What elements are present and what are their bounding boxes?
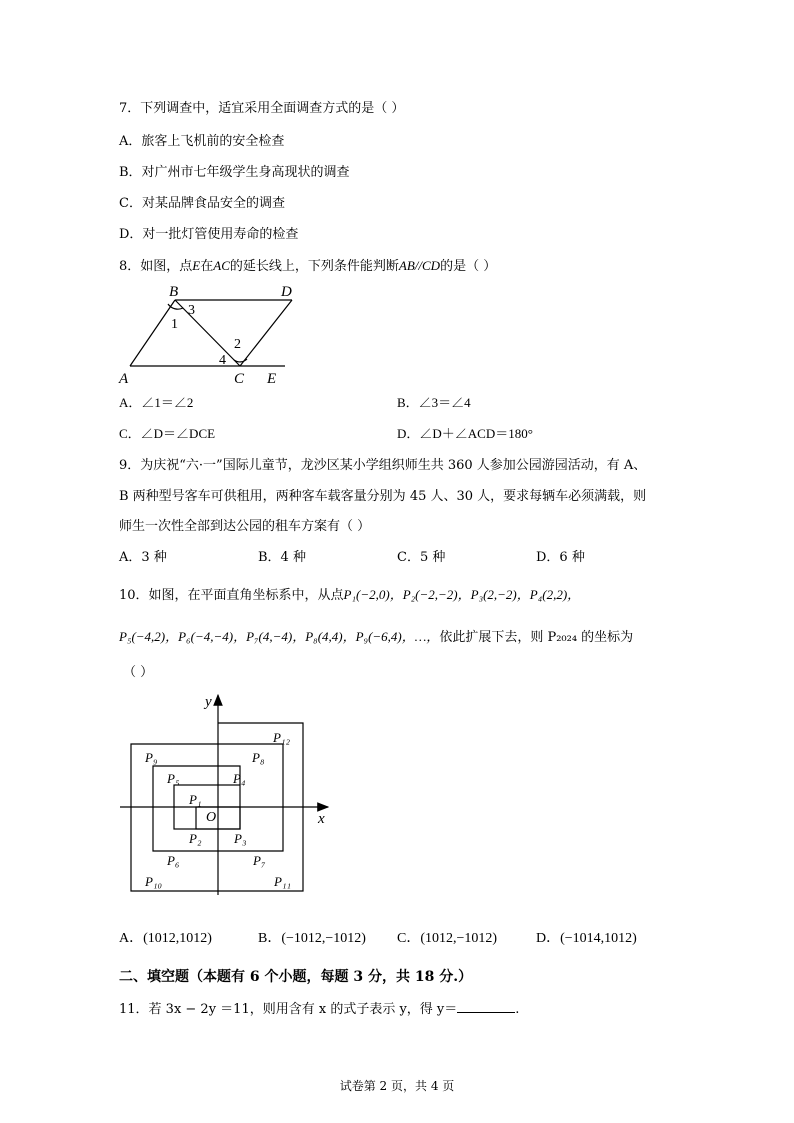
- q8-option-c: C．∠D＝∠DCE: [119, 426, 216, 441]
- q8-option-d: D．∠D＋∠ACD＝180°: [397, 426, 533, 441]
- q8-figure: [110, 280, 300, 390]
- q9-line-2: B 两种型号客车可供租用，两种客车载客量分别为 45 人、30 人，要求每辆车必须满载，则: [119, 489, 647, 504]
- q10-option-b: B．(−1012,−1012): [258, 931, 366, 946]
- q9-line-3: 师生一次性全部到达公园的租车方案有（ ）: [119, 519, 371, 534]
- label-p6: P₆: [167, 853, 180, 868]
- label-a: A: [119, 371, 129, 387]
- label-c: C: [234, 371, 245, 387]
- q10-line-1: 10．如图，在平面直角坐标系中，从点P₁(−2,0)，P₂(−2,−2)，P₃(2,−2)，P₄(2,2)，: [119, 587, 581, 603]
- q10-figure: [110, 690, 340, 900]
- label-p10: P₁₀: [145, 874, 162, 889]
- label-origin: O: [206, 810, 217, 825]
- q9-option-b: B．4 种: [258, 550, 306, 565]
- label-p5: P₅: [167, 771, 180, 786]
- q8-option-a: A．∠1＝∠2: [119, 395, 194, 410]
- label-p8: P₈: [252, 750, 265, 765]
- q9-option-d: D．6 种: [536, 550, 585, 565]
- q10-option-a: A．(1012,1012): [119, 931, 212, 946]
- q8-option-b: B．∠3＝∠4: [397, 395, 471, 410]
- label-e: E: [267, 371, 277, 387]
- q10-option-d: D．(−1014,1012): [536, 931, 637, 946]
- angle-label-3: 3: [188, 303, 195, 318]
- q11-answer-blank[interactable]: [457, 1000, 515, 1013]
- angle-label-4: 4: [219, 353, 226, 368]
- section-2-title: 二、填空题（本题有 6 个小题，每题 3 分，共 18 分.）: [119, 969, 473, 985]
- q8-stem: 8．如图，点E在AC的延长线上，下列条件能判断AB//CD的是（ ）: [119, 258, 497, 274]
- label-p7: P₇: [253, 853, 266, 868]
- label-p11: P₁₁: [274, 874, 291, 889]
- label-p2: P₂: [189, 831, 202, 846]
- q7-option-c: C．对某品牌食品安全的调查: [119, 196, 285, 211]
- label-p1: P₁: [189, 792, 202, 807]
- label-p4: P₄: [233, 771, 246, 786]
- q7-option-d: D．对一批灯管使用寿命的检查: [119, 227, 299, 242]
- angle-label-2: 2: [234, 337, 241, 352]
- q9-option-a: A．3 种: [119, 550, 167, 565]
- q9-line-1: 9．为庆祝“六·一”国际儿童节，龙沙区某小学组织师生共 360 人参加公园游园活动，有 A、: [119, 458, 647, 473]
- label-p12: P₁₂: [273, 730, 290, 745]
- page-footer: 试卷第 2 页，共 4 页: [339, 1079, 455, 1093]
- label-x: x: [318, 811, 325, 827]
- q9-option-c: C．5 种: [397, 550, 446, 565]
- angle-label-1: 1: [171, 317, 178, 332]
- q10-line-2: P₅(−4,2)，P₆(−4,−4)，P₇(4,−4)，P₈(4,4)，P₉(−6,4)，…，依此扩展下去，则 P₂₀₂₄ 的坐标为: [119, 629, 634, 645]
- label-p3: P₃: [234, 831, 247, 846]
- q7-option-a: A．旅客上飞机前的安全检查: [119, 134, 285, 149]
- q7-option-b: B．对广州市七年级学生身高现状的调查: [119, 165, 350, 180]
- label-b: B: [169, 284, 179, 300]
- label-y: y: [205, 694, 212, 710]
- q7-stem: 7．下列调查中，适宜采用全面调查方式的是（ ）: [119, 101, 405, 116]
- q10-option-c: C．(1012,−1012): [397, 931, 498, 946]
- q11-stem: 11．若 3x − 2y ＝11，则用含有 x 的式子表示 y，得 y＝ .: [119, 1002, 520, 1017]
- line-bc: [175, 300, 240, 366]
- line-ab: [130, 300, 175, 366]
- q10-line-3: （ ）: [123, 665, 154, 680]
- label-d: D: [281, 284, 292, 300]
- label-p9: P₉: [145, 750, 158, 765]
- line-cd: [240, 300, 292, 366]
